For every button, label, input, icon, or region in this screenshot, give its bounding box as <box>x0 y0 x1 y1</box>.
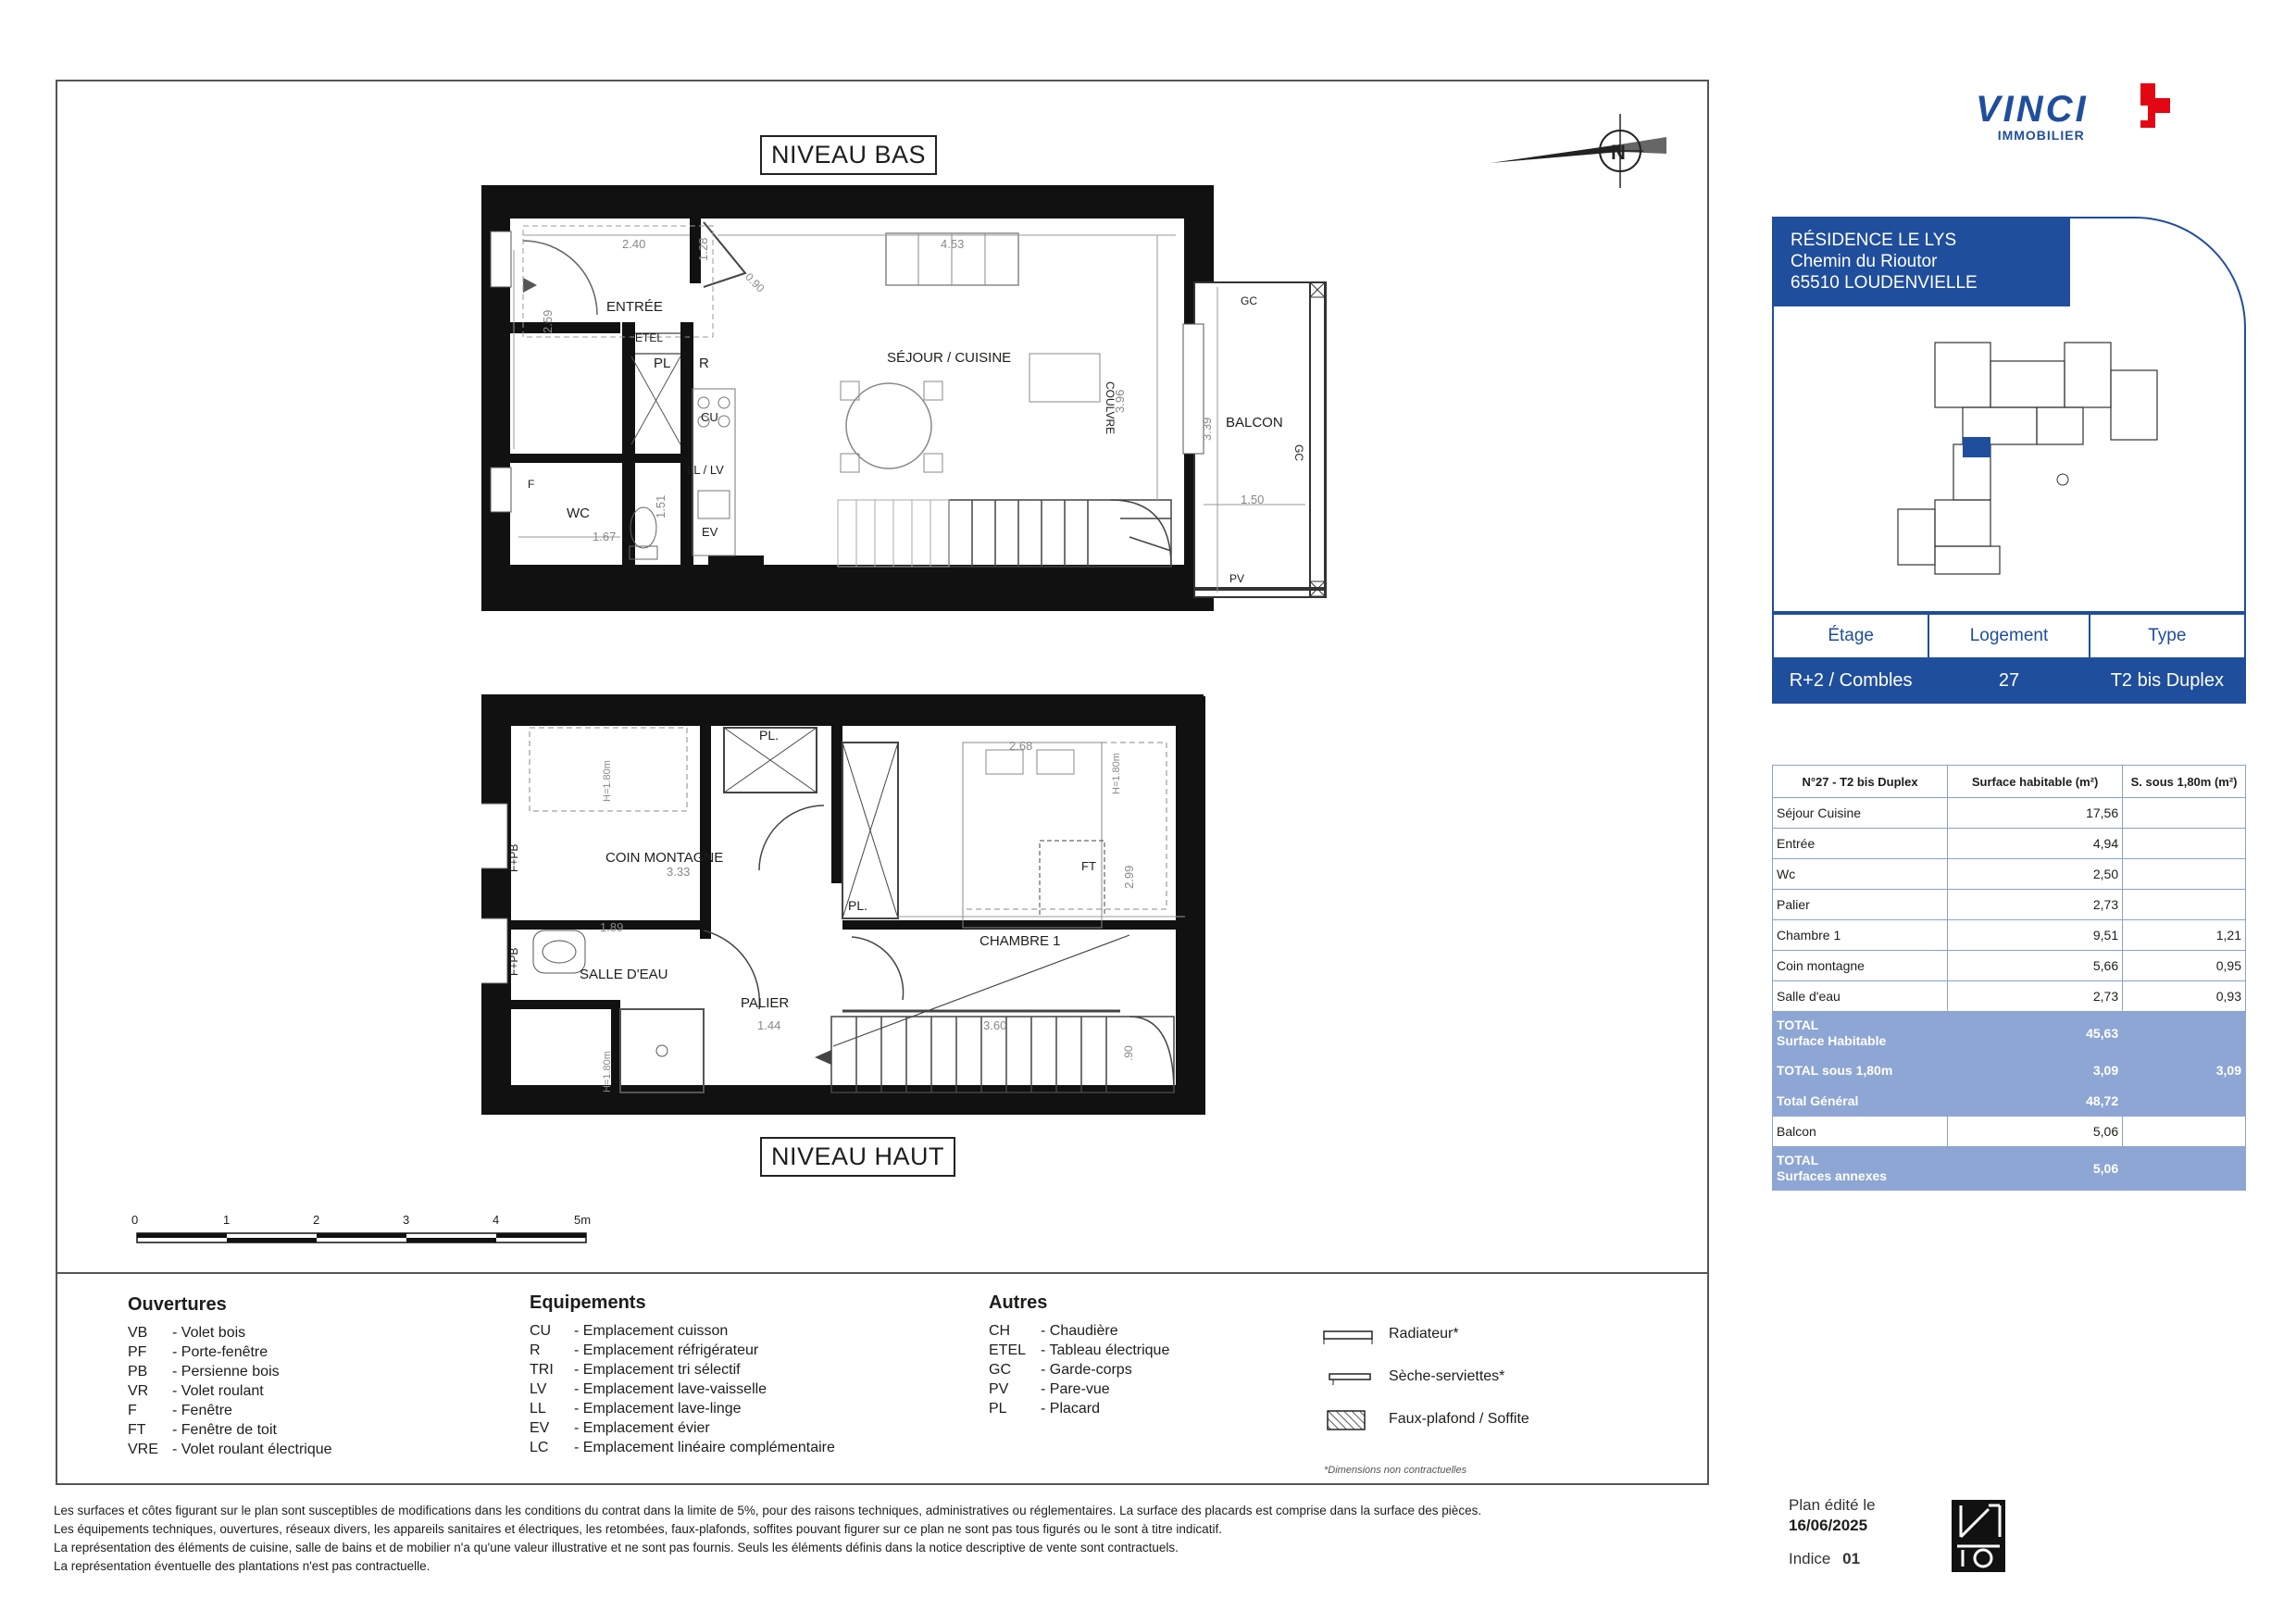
legend-item: PB - Persienne bois <box>128 1364 280 1380</box>
label-pl-2: PL. <box>848 898 868 913</box>
address-line-2: Chemin du Rioutor <box>1791 252 1938 271</box>
label-etel: ETEL <box>635 331 664 344</box>
header-etage: Étage <box>1773 614 1928 658</box>
legend-item: PL - Placard <box>989 1401 1101 1417</box>
room-palier: PALIER <box>741 995 790 1011</box>
total-habitable-label-1: TOTAL <box>1777 1017 1819 1032</box>
vinci-brand-icon <box>2120 78 2179 144</box>
scale-label-1: 1 <box>223 1213 231 1227</box>
label-f: F <box>528 478 535 491</box>
row-sh: 4,94 <box>1948 829 2123 859</box>
room-entree: ENTRÉE <box>606 299 663 315</box>
dim-bas-3: 4.53 <box>941 237 965 251</box>
total-annexes-label-2: Surfaces annexes <box>1777 1168 1888 1183</box>
room-wc: WC <box>567 506 590 521</box>
legend-item: VB - Volet bois <box>128 1325 246 1341</box>
legend-item: TRI - Emplacement tri sélectif <box>530 1362 741 1378</box>
label-gc-2: GC <box>1292 444 1305 461</box>
row-ss: 0,95 <box>2123 951 2246 981</box>
legend-item: R - Emplacement réfrigérateur <box>530 1342 759 1358</box>
room-sejour: SÉJOUR / CUISINE <box>887 350 1012 366</box>
room-chambre-1: CHAMBRE 1 <box>980 933 1061 949</box>
faux-plafond-icon <box>1326 1409 1372 1433</box>
table-row <box>1773 920 2246 951</box>
table-row <box>1773 829 2246 859</box>
legend-item: ETEL - Tableau électrique <box>989 1342 1170 1358</box>
total-habitable-value: 45,63 <box>1948 1012 2123 1055</box>
row-ss: 1,21 <box>2123 920 2246 951</box>
row-name: Wc <box>1773 859 1948 890</box>
room-balcon: BALCON <box>1226 415 1283 431</box>
legend-ouvertures <box>128 1294 332 1459</box>
level-bottom-title: NIVEAU BAS <box>760 135 937 175</box>
total-annexes-row <box>1773 1147 2246 1191</box>
legend-seche: Sèche-serviettes* <box>1389 1368 1505 1384</box>
site-plan-map <box>1879 333 2176 583</box>
edition-indice-value: 01 <box>1842 1550 1861 1567</box>
architect-logo-icon <box>1952 1500 2007 1574</box>
legend-item: LV - Emplacement lave-vaisselle <box>530 1381 767 1397</box>
legend-item: EV - Emplacement évier <box>530 1420 710 1436</box>
vinci-logo-sub: IMMOBILIER <box>1997 128 2085 143</box>
row-sh: 17,56 <box>1948 798 2123 829</box>
dim-bas-9: 1.51 <box>654 494 668 518</box>
dim-haut-8: H=1.80m <box>1111 753 1122 794</box>
total-general-row <box>1773 1086 2246 1117</box>
header-logement: Logement <box>1928 614 2089 658</box>
row-ss <box>2123 890 2246 920</box>
row-ss: 0,93 <box>2123 981 2246 1012</box>
legend-radiateur: Radiateur* <box>1389 1326 1459 1342</box>
surface-header-sous: S. sous 1,80m (m²) <box>2123 766 2246 798</box>
dim-haut-9: H=1.80m <box>602 1051 613 1092</box>
legend-ouvertures-title: Ouvertures <box>128 1294 227 1315</box>
scale-label-2: 2 <box>313 1213 320 1227</box>
row-name: Chambre 1 <box>1773 920 1948 951</box>
north-arrow-icon <box>1481 109 1676 193</box>
legend-autres <box>989 1292 1169 1418</box>
legend-item: F - Fenêtre <box>128 1403 232 1418</box>
row-name: Entrée <box>1773 829 1948 859</box>
legend-item: CH - Chaudière <box>989 1323 1118 1339</box>
total-habitable-row <box>1773 1012 2246 1055</box>
row-name: Séjour Cuisine <box>1773 798 1948 829</box>
row-ss <box>2123 829 2246 859</box>
row-sh: 2,73 <box>1948 981 2123 1012</box>
total-annexes-label-1: TOTAL <box>1777 1153 1819 1167</box>
legend-item: LC - Emplacement linéaire complémentaire <box>530 1440 835 1455</box>
dim-bas-5: 3.96 <box>1113 389 1127 413</box>
total-annexes-value: 5,06 <box>1948 1147 2123 1191</box>
dim-bas-7: 1.50 <box>1241 493 1265 506</box>
value-logement: 27 <box>1928 658 2089 703</box>
dim-haut-4: 2.99 <box>1122 865 1136 889</box>
legend-item: VRE - Volet roulant électrique <box>128 1442 332 1457</box>
row-ss <box>2123 798 2246 829</box>
address-block <box>1772 217 2070 306</box>
surface-header-unit: N°27 - T2 bis Duplex <box>1773 766 1948 798</box>
dim-bas-2: 1.28 <box>696 237 710 261</box>
room-coin-montagne: COIN MONTAGNE <box>605 850 724 866</box>
disclaimer-line-3: La représentation des éléments de cuisine, salle de bains et de mobilier n'a qu'une valeur illustrative et ne sont pas fournis. Seuls les éléments définis dans la notice descriptive de vente sont contractuels. <box>54 1541 1179 1554</box>
scale-bar <box>130 1215 611 1252</box>
row-name: Palier <box>1773 890 1948 920</box>
legend-item: PV - Pare-vue <box>989 1381 1110 1397</box>
dim-haut-5: 1.44 <box>757 1018 781 1032</box>
legend-autres-title: Autres <box>989 1292 1048 1313</box>
dim-bas-4: 2.59 <box>541 309 555 333</box>
row-sh: 2,50 <box>1948 859 2123 890</box>
row-sh: 2,73 <box>1948 890 2123 920</box>
legend-item: CU - Emplacement cuisson <box>530 1323 729 1339</box>
room-salle-deau: SALLE D'EAU <box>580 967 668 982</box>
label-couloir: COULVRE <box>1104 381 1117 435</box>
row-ss <box>2123 859 2246 890</box>
row-sh: 5,66 <box>1948 951 2123 981</box>
dim-bas-10: 0.90 <box>742 270 767 295</box>
label-lllv: LL / LV <box>687 463 724 477</box>
legend-equipements <box>530 1292 835 1457</box>
total-general-value: 48,72 <box>1948 1086 2123 1117</box>
label-pl: PL <box>654 356 671 371</box>
scale-label-3: 3 <box>403 1213 410 1227</box>
legend-item: GC - Garde-corps <box>989 1362 1132 1378</box>
total-sous-ss: 3,09 <box>2123 1055 2246 1086</box>
edition-indice-label: Indice <box>1789 1550 1831 1567</box>
scale-label-5: 5m <box>574 1213 592 1227</box>
label-gc-1: GC <box>1241 294 1257 307</box>
dim-haut-10: .90 <box>1122 1045 1135 1061</box>
level-top-title: NIVEAU HAUT <box>760 1137 955 1177</box>
edition-label: Plan édité le <box>1789 1496 1876 1514</box>
vinci-logo-text: VINCI <box>1976 89 2089 130</box>
legend-equipements-title: Equipements <box>530 1292 646 1313</box>
scale-label-0: 0 <box>131 1213 139 1227</box>
dim-bas-8: 1.67 <box>593 530 617 543</box>
value-type: T2 bis Duplex <box>2090 658 2245 703</box>
dim-bas-1: 2.40 <box>622 237 646 251</box>
table-row <box>1773 798 2246 829</box>
label-ft: FT <box>1081 859 1096 873</box>
label-ev: EV <box>702 525 718 539</box>
disclaimer <box>54 1502 1683 1576</box>
value-etage: R+2 / Combles <box>1773 658 1928 703</box>
table-row <box>1773 859 2246 890</box>
row-sh: 9,51 <box>1948 920 2123 951</box>
total-sous-value: 3,09 <box>1948 1055 2123 1086</box>
surface-table <box>1772 765 2246 1191</box>
label-fpb-1: F+PB <box>507 843 520 872</box>
balcon-row <box>1773 1117 2246 1147</box>
floor-plan-bottom <box>481 185 1342 611</box>
unit-info-table <box>1772 613 2246 704</box>
label-r: R <box>699 356 709 371</box>
svg-text:N: N <box>1611 141 1626 164</box>
legend-item: LL - Emplacement lave-linge <box>530 1401 742 1417</box>
row-name: Coin montagne <box>1773 951 1948 981</box>
total-habitable-label-2: Surface Habitable <box>1777 1033 1887 1048</box>
disclaimer-line-4: La représentation éventuelle des plantations n'est pas contractuelle. <box>54 1559 430 1573</box>
radiateur-icon <box>1322 1328 1378 1346</box>
dim-haut-7: H=1.80m <box>602 760 613 802</box>
address-line-3: 65510 LOUDENVIELLE <box>1791 273 1978 293</box>
header-type: Type <box>2090 614 2245 658</box>
seche-serviettes-icon <box>1326 1370 1381 1389</box>
row-name: Salle d'eau <box>1773 981 1948 1012</box>
dim-haut-6: 3.60 <box>983 1018 1007 1032</box>
address-line-1: RÉSIDENCE LE LYS <box>1791 231 1957 250</box>
legend-faux-plafond: Faux-plafond / Soffite <box>1389 1411 1529 1427</box>
scale-label-4: 4 <box>493 1213 500 1227</box>
edition-indice <box>1789 1550 1860 1568</box>
disclaimer-line-2: Les équipements techniques, ouvertures, réseaux divers, les appareils sanitaires et électriques, les retombées, faux-plafonds, soffites pouvant figurer sur ce plan ne sont pas tous figurés ou le sont à titre indicatif. <box>54 1522 1222 1536</box>
balcon-value: 5,06 <box>1948 1117 2123 1147</box>
legend-item: FT - Fenêtre de toit <box>128 1422 277 1438</box>
table-row <box>1773 981 2246 1012</box>
surface-header-habitable: Surface habitable (m²) <box>1948 766 2123 798</box>
label-pv: PV <box>1229 572 1245 585</box>
dim-haut-3: 2.68 <box>1009 739 1033 753</box>
dimensions-note: *Dimensions non contractuelles <box>1324 1465 1467 1476</box>
legend-item: PF - Porte-fenêtre <box>128 1344 268 1360</box>
legend-item: VR - Volet roulant <box>128 1383 264 1399</box>
dim-haut-1: 3.33 <box>667 865 691 879</box>
table-row <box>1773 951 2246 981</box>
label-pl-1: PL. <box>759 728 780 743</box>
surface-header-row <box>1773 766 2246 798</box>
label-fpb-2: F+PB <box>507 947 520 976</box>
edition-date: 16/06/2025 <box>1789 1517 1868 1534</box>
dim-bas-6: 3.39 <box>1200 417 1214 441</box>
vinci-logo <box>1976 91 2089 143</box>
total-general-label: Total Général <box>1773 1086 1948 1117</box>
total-sous-label: TOTAL sous 1,80m <box>1773 1055 1948 1086</box>
dim-haut-2: 1.89 <box>600 920 624 934</box>
disclaimer-line-1: Les surfaces et côtes figurant sur le plan sont susceptibles de modifications dans les conditions du contrat dans la limite de 5%, pour des raisons techniques, administratives ou réglementaires. La surface des placards est comprise dans la surface des pièces. <box>54 1504 1482 1517</box>
table-row <box>1773 890 2246 920</box>
total-sous-row <box>1773 1055 2246 1086</box>
balcon-label: Balcon <box>1773 1117 1948 1147</box>
label-cu: CU <box>701 410 718 424</box>
